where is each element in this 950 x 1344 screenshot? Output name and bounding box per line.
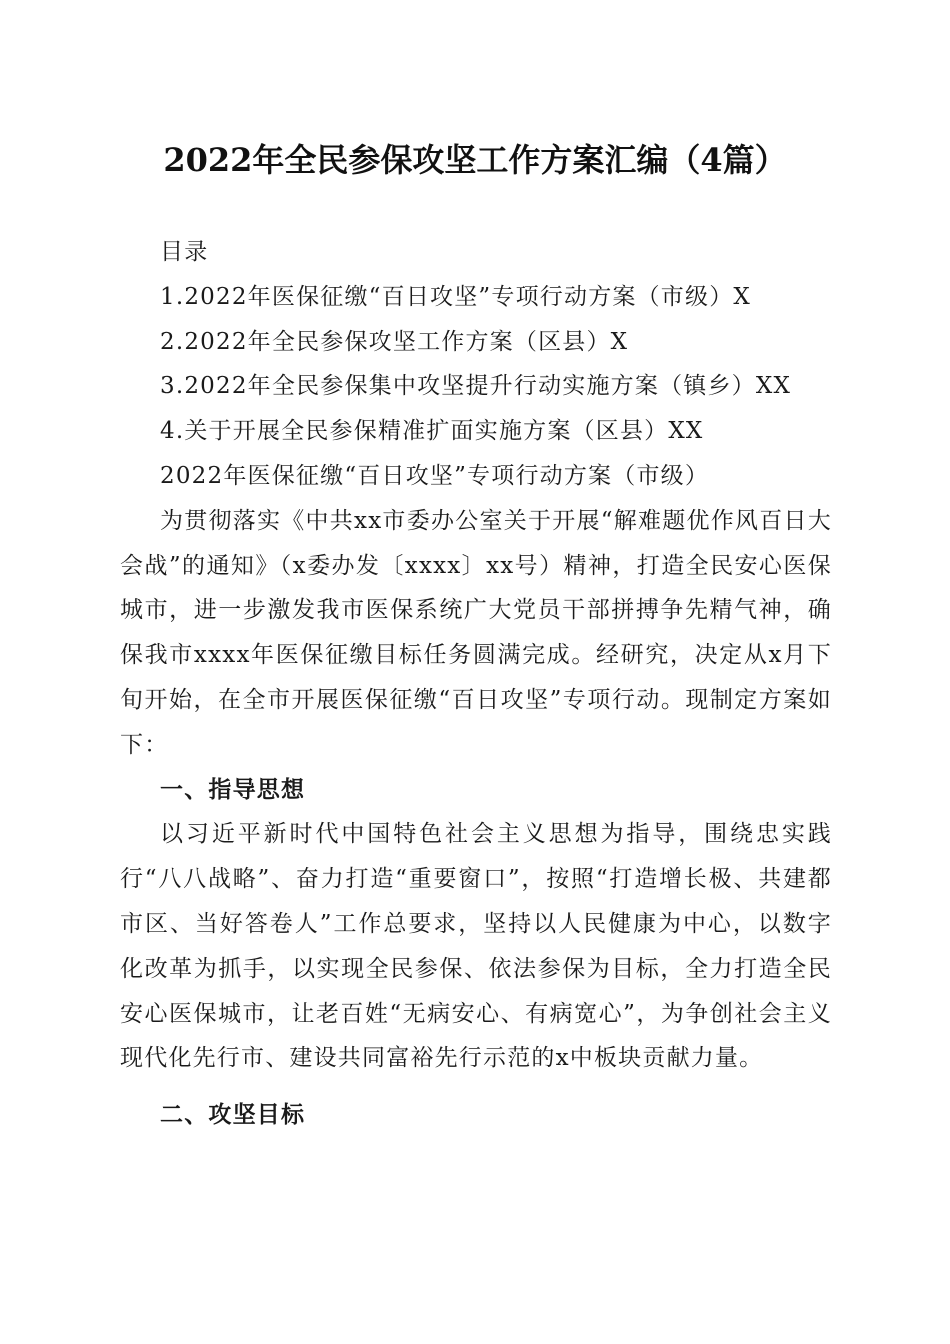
toc-item: 3.2022年全民参保集中攻坚提升行动实施方案（镇乡）XX [160, 373, 792, 400]
toc-item: 2.2022年全民参保攻坚工作方案（区县）X [160, 328, 629, 355]
toc-item: 4.关于开展全民参保精准扩面实施方案（区县）XX [160, 418, 704, 445]
section-title: 2022年医保征缴“百日攻坚”专项行动方案（市级） [160, 462, 710, 489]
document-title: 2022年全民参保攻坚工作方案汇编（4篇） [163, 141, 787, 179]
spacer [120, 1081, 832, 1093]
section-heading-guiding-thought: 一、指导思想 [160, 776, 306, 803]
document-body [120, 230, 832, 1138]
toc-label: 目录 [160, 239, 209, 265]
guiding-paragraph: 以习近平新时代中国特色社会主义思想为指导，围绕忠实践行“八八战略”、奋力打造“重要窗口”，按照“打造增长极、共建都市区、当好答卷人”工作总要求，坚持以人民健康为中心，以数字化改革为抓手，以实现全民参保、依法参保为目标，全力打造全民安心医保城市，让老百姓“无病安心、有病宽心”，为争创社会主义现代化先行市、建设共同富裕先行示范的x中板块贡献力量。 [120, 821, 832, 1072]
section-heading-targets: 二、攻坚目标 [160, 1102, 306, 1129]
toc-item: 1.2022年医保征缴“百日攻坚”专项行动方案（市级）X [160, 283, 751, 310]
intro-paragraph: 为贯彻落实《中共xx市委办公室关于开展“解难题优作风百日大会战”的通知》（x委办发〔xxxx〕xx号）精神，打造全民安心医保城市，进一步激发我市医保系统广大党员干部拼搏争先精气神，确保我市xxxx年医保征缴目标任务圆满完成。经研究，决定从x月下旬开始，在全市开展医保征缴“百日攻坚”专项行动。现制定方案如下： [120, 507, 832, 758]
